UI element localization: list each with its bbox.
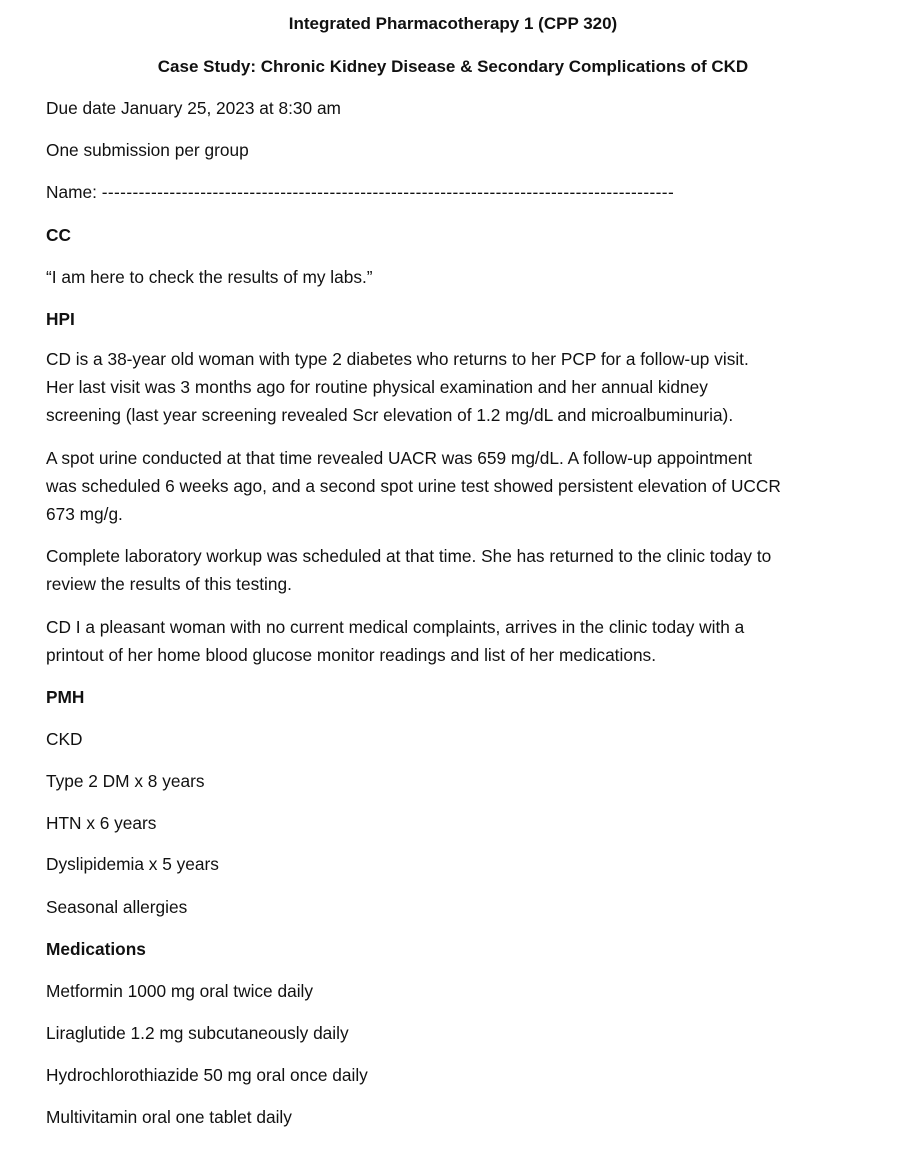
name-blank: ---------------------------------------------------------------------------------------------	[101, 182, 675, 202]
medication-item: Multivitamin oral one tablet daily	[46, 1107, 292, 1127]
due-date: Due date January 25, 2023 at 8:30 am	[46, 98, 341, 118]
course-title: Integrated Pharmacotherapy 1 (CPP 320)	[288, 14, 618, 33]
paragraph-line: screening (last year screening revealed Scr elevation of 1.2 mg/dL and microalbuminuria).	[46, 405, 734, 425]
hpi-paragraph-1	[46, 345, 896, 429]
medication-item: Liraglutide 1.2 mg subcutaneously daily	[46, 1023, 349, 1043]
paragraph-line: CD I a pleasant woman with no current medical complaints, arrives in the clinic today with a	[46, 617, 745, 637]
pmh-heading: PMH	[46, 687, 85, 707]
hpi-paragraph-2	[46, 444, 896, 528]
paragraph-line: Complete laboratory workup was scheduled at that time. She has returned to the clinic today to	[46, 546, 772, 566]
hpi-paragraph-3	[46, 542, 896, 598]
pmh-item: HTN x 6 years	[46, 813, 157, 833]
hpi-paragraph-4	[46, 613, 896, 669]
paragraph-line: printout of her home blood glucose monitor readings and list of her medications.	[46, 645, 656, 665]
paragraph-line: was scheduled 6 weeks ago, and a second spot urine test showed persistent elevation of UCCR	[46, 476, 781, 496]
paragraph-line: 673 mg/g.	[46, 504, 123, 524]
pmh-item: Dyslipidemia x 5 years	[46, 854, 219, 874]
name-label: Name:	[46, 182, 97, 202]
paragraph-line: review the results of this testing.	[46, 574, 292, 594]
submission-note: One submission per group	[46, 140, 249, 160]
pmh-item: CKD	[46, 729, 83, 749]
medication-item: Hydrochlorothiazide 50 mg oral once daily	[46, 1065, 368, 1085]
cc-heading: CC	[46, 225, 71, 245]
name-line	[46, 181, 674, 203]
paragraph-line: Her last visit was 3 months ago for routine physical examination and her annual kidney	[46, 377, 708, 397]
pmh-item: Seasonal allergies	[46, 897, 188, 917]
paragraph-line: A spot urine conducted at that time revealed UACR was 659 mg/dL. A follow-up appointment	[46, 448, 753, 468]
medication-item: Metformin 1000 mg oral twice daily	[46, 981, 314, 1001]
cc-quote: “I am here to check the results of my labs.”	[46, 267, 373, 287]
paragraph-line: CD is a 38-year old woman with type 2 diabetes who returns to her PCP for a follow-up visit.	[46, 349, 749, 369]
case-title: Case Study: Chronic Kidney Disease & Secondary Complications of CKD	[157, 57, 749, 76]
hpi-heading: HPI	[46, 309, 75, 329]
pmh-item: Type 2 DM x 8 years	[46, 771, 205, 791]
medications-heading: Medications	[46, 939, 146, 959]
